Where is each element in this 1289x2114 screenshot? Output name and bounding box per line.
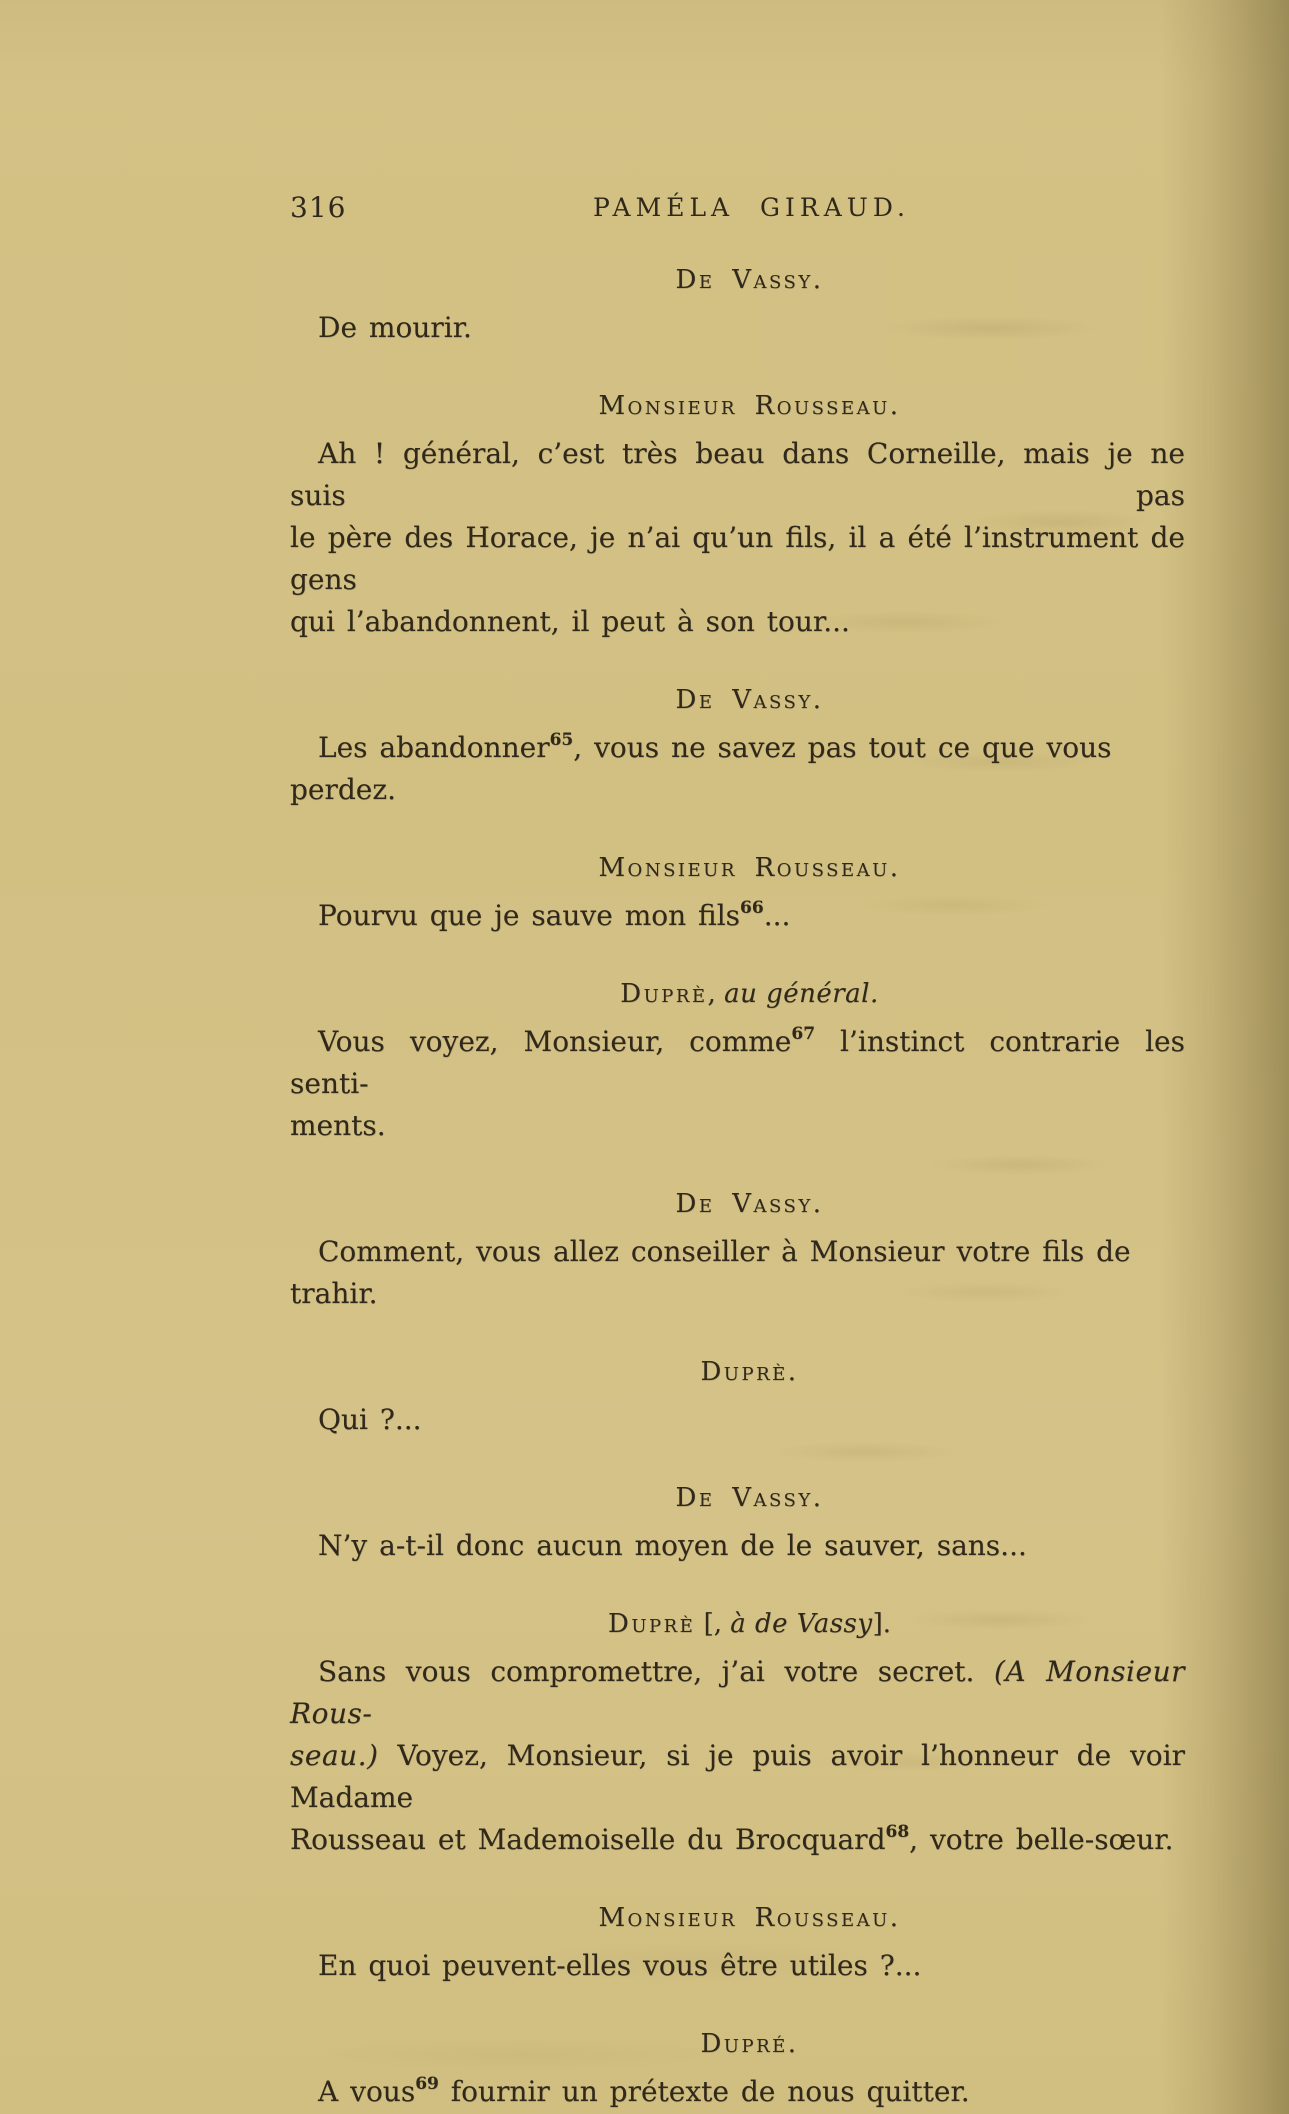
speech-paragraph [290, 1945, 1185, 1987]
text-segment: Vous voyez, Monsieur, comme [318, 1025, 792, 1058]
running-title: PAMÉLA GIRAUD. [593, 193, 910, 222]
speech-paragraph [290, 895, 1185, 937]
text-line [290, 307, 1185, 349]
text-segment: fournir un prétexte de nous quitter. [438, 2075, 970, 2108]
text-segment: à de Vassy [730, 1609, 873, 1639]
text-segment: De Vassy. [675, 1483, 824, 1513]
speech-paragraph [290, 307, 1185, 349]
footnote-ref: 68 [885, 1821, 910, 1842]
speech-paragraph [290, 433, 1185, 643]
text-line [290, 1105, 1185, 1147]
text-line [302, 391, 1197, 421]
text-segment: ... [763, 899, 791, 932]
footnote-ref: 65 [549, 729, 574, 750]
text-line [290, 1651, 1185, 1735]
text-segment: De Vassy. [675, 1189, 824, 1219]
text-line [290, 1399, 1185, 1441]
text-segment: Duprè [620, 979, 708, 1009]
text-line [290, 2071, 1185, 2113]
text-segment: En quoi peuvent-elles vous être utiles ?... [318, 1949, 922, 1982]
speaker-heading [290, 1357, 1185, 1387]
speech-paragraph [290, 1525, 1185, 1567]
text-segment: Dupré. [700, 2029, 799, 2059]
text-line [302, 1903, 1197, 1933]
text-segment: Pourvu que je sauve mon fils [318, 899, 741, 932]
speech-paragraph [290, 1231, 1185, 1315]
text-segment: [, [695, 1609, 731, 1639]
page-sheet [290, 0, 1185, 2113]
text-segment: ments. [290, 1109, 386, 1142]
text-segment: Ah ! général, c’est très beau dans Corneille, mais je ne suis pas [290, 437, 1185, 512]
text-segment: l’instinct contrarie les senti- [290, 1025, 1185, 1100]
text-segment: A vous [318, 2075, 416, 2108]
text-segment: Qui ?... [318, 1403, 422, 1436]
footnote-ref: 66 [740, 897, 764, 918]
footnote-ref: 69 [415, 2073, 439, 2094]
text-segment: , [707, 979, 725, 1009]
speech-paragraph [290, 1021, 1185, 1147]
text-segment: au général. [724, 979, 879, 1009]
text-line [290, 601, 1185, 643]
text-line [290, 895, 1185, 937]
text-line [290, 1819, 1185, 1861]
text-line [290, 1525, 1185, 1567]
text-line [302, 979, 1197, 1009]
text-segment: Voyez, Monsieur, si je puis avoir l’honneur de voir Madame [290, 1739, 1185, 1814]
speaker-heading [290, 1609, 1185, 1639]
speaker-heading [290, 2029, 1185, 2059]
speaker-heading [290, 391, 1185, 421]
text-line [302, 1483, 1197, 1513]
text-segment: , votre belle-sœur. [909, 1823, 1174, 1856]
text-line [290, 517, 1185, 601]
text-segment: Duprè [607, 1609, 696, 1639]
speaker-heading [290, 1483, 1185, 1513]
text-line [302, 265, 1197, 295]
text-segment: Les abandonner [318, 731, 550, 764]
text-line [302, 685, 1197, 715]
speaker-heading [290, 1903, 1185, 1933]
text-segment: ]. [872, 1609, 891, 1639]
text-line [302, 1357, 1197, 1387]
text-line [290, 727, 1185, 811]
text-segment: Comment, vous allez conseiller à Monsieur votre fils de trahir. [290, 1235, 1131, 1310]
play-text [290, 265, 1185, 2113]
text-segment: Monsieur Rousseau. [598, 391, 901, 421]
speaker-heading [290, 853, 1185, 883]
text-segment: Duprè. [700, 1357, 799, 1387]
text-segment: N’y a-t-il donc aucun moyen de le sauver, sans... [318, 1529, 1027, 1562]
text-segment: Monsieur Rousseau. [598, 853, 901, 883]
text-line [290, 1735, 1185, 1819]
text-line [302, 2029, 1197, 2059]
text-segment: qui l’abandonnent, il peut à son tour... [290, 605, 850, 638]
speech-paragraph [290, 2071, 1185, 2113]
footnote-ref: 67 [791, 1023, 816, 1044]
text-line [302, 1189, 1197, 1219]
speaker-heading [290, 979, 1185, 1009]
text-segment: seau.) [290, 1739, 379, 1772]
page-header [290, 193, 1185, 223]
text-segment: De Vassy. [675, 685, 824, 715]
speaker-heading [290, 1189, 1185, 1219]
speech-paragraph [290, 1651, 1185, 1861]
text-line [290, 1945, 1185, 1987]
text-segment: , vous ne savez pas tout ce que vous perdez. [290, 731, 1112, 806]
text-segment: Rousseau et Mademoiselle du Brocquard [290, 1823, 886, 1856]
text-segment: Monsieur Rousseau. [598, 1903, 901, 1933]
text-line [290, 1021, 1185, 1105]
speech-paragraph [290, 727, 1185, 811]
text-segment: le père des Horace, je n’ai qu’un fils, il a été l’instrument de gens [290, 521, 1185, 596]
text-line [290, 433, 1185, 517]
speaker-heading [290, 265, 1185, 295]
text-segment: De Vassy. [675, 265, 824, 295]
speaker-heading [290, 685, 1185, 715]
text-segment: Sans vous compromettre, j’ai votre secret. [318, 1655, 994, 1688]
text-segment: De mourir. [318, 311, 472, 344]
page-number: 316 [290, 191, 347, 224]
text-segment: (A Monsieur Rous- [290, 1655, 1185, 1730]
speech-paragraph [290, 1399, 1185, 1441]
text-line [290, 1231, 1185, 1315]
text-line [302, 1609, 1197, 1639]
text-line [302, 853, 1197, 883]
